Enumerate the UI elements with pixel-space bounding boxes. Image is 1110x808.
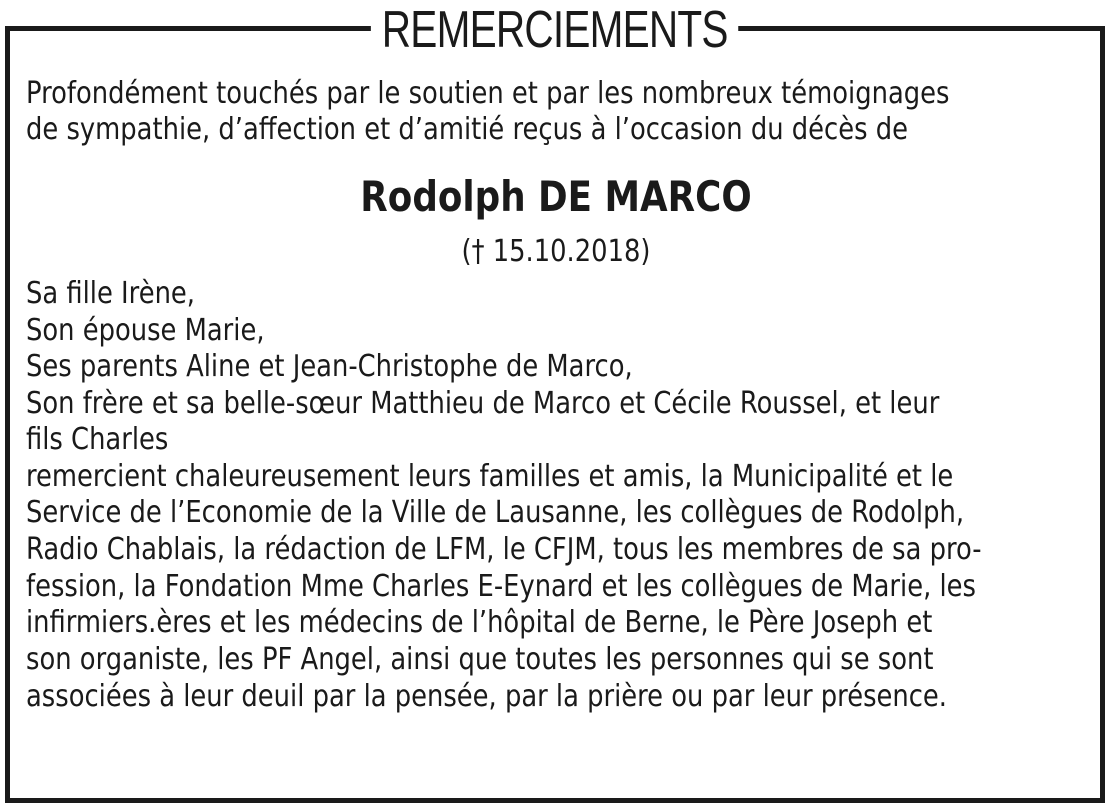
thanks-line: infirmiers.ères et les médecins de l’hôpital de Berne, le Père Joseph et [26, 605, 933, 641]
family-line: Son frère et sa belle-sœur Matthieu de Marco et Cécile Roussel, et leur [26, 385, 940, 421]
thanks-line: fession, la Fondation Mme Charles E-Eynard et les collègues de Marie, les [26, 568, 976, 604]
thanks-line: Service de l’Economie de la Ville de Lausanne, les collègues de Rodolph, [26, 495, 965, 531]
deceased-name: Rodolph DE MARCO [360, 172, 752, 221]
thanks-paragraph [26, 459, 1086, 716]
family-line: Sa fille Irène, [26, 276, 196, 311]
notice-title: REMERCIEMENTS [371, 0, 739, 60]
intro-paragraph [26, 76, 1086, 148]
intro-line: de sympathie, d’affection et d’amitié reçus à l’occasion du décès de [26, 112, 908, 147]
thanks-line: Radio Chablais, la rédaction de LFM, le CFJM, tous les membres de sa pro- [26, 531, 982, 567]
notice-body [26, 76, 1086, 715]
family-line: Son épouse Marie, [26, 312, 265, 348]
thanks-line: associées à leur deuil par la pensée, par la prière ou par leur présence. [26, 678, 948, 714]
notice-title-area [0, 0, 1110, 60]
family-line: Ses parents Aline et Jean-Christophe de Marco, [26, 349, 633, 384]
family-list [26, 276, 1086, 459]
intro-line: Profondément touchés par le soutien et par les nombreux témoignages [26, 76, 950, 111]
thanks-line: son organiste, les PF Angel, ainsi que toutes les personnes qui se sont [26, 642, 934, 678]
family-line: fils Charles [26, 422, 169, 457]
thanks-line: remercient chaleureusement leurs familles et amis, la Municipalité et le [26, 458, 954, 494]
death-date: († 15.10.2018) [461, 234, 651, 269]
